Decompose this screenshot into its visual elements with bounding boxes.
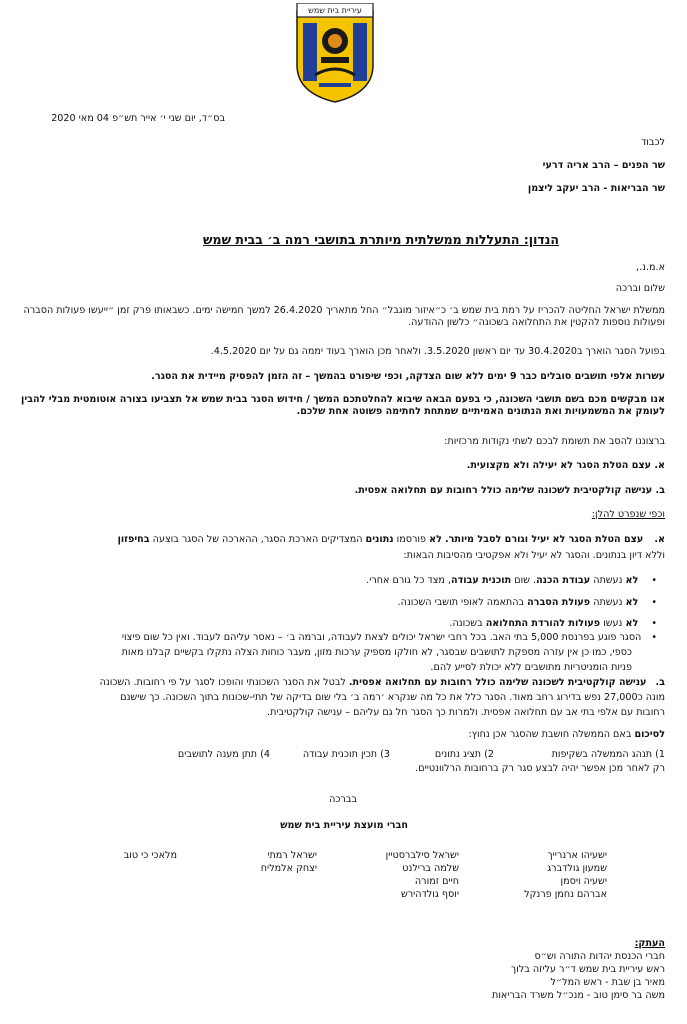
cc-line: ראש עיריית בית שמש ד״ר עליזה בלוך: [511, 963, 665, 975]
cc-label: העתק:: [634, 938, 665, 949]
recipient-2: שר הבריאות - הרב יעקב ליצמן: [527, 183, 665, 194]
signer: שלמה ברילנט: [402, 862, 459, 874]
bullet-4: • הסגר פוגע בפרנסת 5,000 בתי האב. בכל רחבי ישראל יכולים לצאת לעבודה, וברמה ב׳ – נאסר עליהם לעבוד. ואין כל שום פיצוי: [12, 632, 657, 644]
city-emblem-logo: [295, 3, 375, 103]
section-a-line-1: [10, 534, 665, 546]
section-a-text-2: המצדיקים הארכת הסגר, ההארכה של הסגר בוצעה: [152, 534, 363, 545]
signer: ישעיהו ארנרייך: [547, 850, 607, 861]
salutation-1: א.מ.נ.,: [636, 262, 665, 273]
section-a-lead: עצם הטלת הסגר לא יעיל וגורם לסבל מיותר.: [444, 534, 644, 545]
bullet-4-line-3: פניות הומניטריות מתושבים ללא יכולת לסייע להם.: [430, 662, 632, 673]
section-b-text-1: לבטל את הסגר השכונתי והופכו לסגר על פי רחובות. השכונה: [99, 677, 346, 688]
summary-item-3: 3) תכין תוכנית עבודה: [302, 749, 390, 760]
signers-col-2: [386, 850, 459, 902]
section-a-text-bold: נתונים: [365, 534, 394, 545]
signers-col-3: [261, 850, 317, 876]
summary-line: [469, 729, 665, 741]
summary-label: לסיכום: [634, 729, 665, 740]
section-b-line-1: [10, 677, 665, 689]
summary-item-4: 4) תתן מענה לתושבים: [177, 749, 270, 760]
section-a-lead-2: לא: [429, 534, 442, 545]
closing: בברכה: [329, 794, 357, 805]
paragraph-1: ממשלת ישראל החליטה להכריז על רמת בית שמש ב׳ כ״איזור מוגבל״ החל מתאריך 26.4.2020 למשך חמישה ימים. כשבאותו פרק זמן ״ייעשו פעולות הסברה ופעולות נוספות להקטין את התחלואה בשכונה״ כלשון ההודעה.: [23, 305, 665, 329]
bullet-1: • לא נעשתה עבודת הכנה. שום תוכנית עבודה, מצד כל גורם אחרי.: [366, 575, 657, 587]
subject-line: הנדון: התעללות ממשלתית מיותרת בתושבי רמה ב׳ בבית שמש: [203, 232, 559, 247]
to-label: לכבוד: [641, 137, 665, 148]
signer: יצחק אלמליח: [260, 862, 317, 874]
signer: ישעיה ויסמן: [560, 875, 607, 887]
section-b-label: ב.: [655, 677, 665, 688]
summary-item-1: 1) תנהג הממשלה בשקיפות: [551, 749, 665, 760]
signer: ישראל סילברסטיין: [385, 850, 459, 861]
signer: מלאכי כי טוב: [123, 850, 177, 861]
key-point-a: א. עצם הטלת הסגר לא יעילה ולא מקצועית.: [466, 460, 665, 471]
summary-text: באם הממשלה חושבת שהסגר אכן נחוץ:: [468, 729, 632, 740]
bullet-3: • לא נעשו פעולות להורדת התחלואה בשכונה.: [449, 618, 657, 630]
cc-line: משה בר סימן טוב - מנכ״ל משרד הבריאות: [492, 989, 665, 1001]
detail-heading: וכפי שנפרט להלן:: [591, 509, 665, 520]
paragraph-5: ברצוננו להסב את תשומת לבכם לשתי נקודות מרכזיות:: [444, 436, 665, 447]
section-a-text: פורסמו: [396, 534, 427, 545]
cc-line: חברי הכנסת יהדות התורה וש״ס: [534, 950, 665, 962]
section-b-bold: ענישה קולקטיבית לשכונה שלימה כולל רחובות עם תחלואה אפסית.: [348, 677, 647, 688]
section-b-line-2: מונה כ27,000 נפש בדירוג רחב מאוד. הסגר כלל את כל מה שנקרא ׳רמה ב׳ בלי שום בדיקה של תתי-שכונות בתוך השכונה. כך שישנם: [120, 692, 665, 703]
cc-line: מאיר בן שבת - ראש המל״ל: [550, 976, 665, 988]
date-line: בס״ד, יום שני י׳ אייר תש״פ 04 מאי 2020: [51, 113, 225, 124]
paragraph-3: עשרות אלפי תושבים סובלים כבר 9 ימים ללא שום הצדקה, וכפי שיפורט בהמשך – זה הזמן להפסיק מיידית את הסגר.: [151, 371, 665, 382]
cc-block: [492, 938, 665, 1003]
bullet-4-line-2: כספי, כמו כן אין עזרה מספקת לתושבים שבסגר, לא חולקו מספיק ערכות מזון, מעבר כוחות הצלה נתקלו בקשיים קבלנו מאות: [121, 647, 632, 658]
key-point-b: ב. ענישה קולקטיבית לשכונה שלימה כולל רחובות עם תחלואה אפסית.: [354, 485, 665, 496]
signer: שמעון גולדברג: [547, 862, 607, 874]
section-b-line-3: רחובות עם אלפי בתי אב עם תחלואה אפסית. ולמרות כך הסגר חל גם עליהם – ענישה קולקטיבית.: [267, 707, 665, 718]
salutation-2: שלום וברכה: [615, 283, 665, 294]
paragraph-2: בפועל הסגר הוארך ב30.4.2020 עד יום ראשון 3.5.2020. ולאחר מכן הוארך בעוד יממה גם על יום 4.5.2020.: [210, 346, 665, 357]
signers-col-1: [524, 850, 607, 902]
signer: יוסף גולדהירש: [400, 888, 459, 900]
section-a-label: א.: [654, 534, 665, 545]
recipient-1: שר הפנים – הרב אריה דרעי: [542, 160, 665, 171]
section-a-line-2: וללא דיון בנתונים. והסגר לא יעיל ולא אפקטיבי מהסיבות הבאות:: [403, 550, 665, 561]
summary-tail: רק לאחר מכן אפשר יהיה לבצע סגר רק ברחובות הרלוונטיים.: [415, 763, 665, 774]
signer: ישראל רמתי: [267, 850, 317, 861]
emblem-banner-text: עיריית בית שמש: [308, 6, 362, 15]
summary-item-2: 2) תציג נתונים: [434, 749, 494, 760]
signer: חיים זמורה: [414, 875, 459, 887]
signers-title: חברי מועצת עיריית בית שמש: [280, 820, 408, 831]
section-a-text-bold-2: בחיפזון: [117, 534, 150, 545]
bullet-2: • לא נעשתה פעולת הסברה בהתאמה לאופי תושבי השכונה.: [398, 597, 657, 609]
signer: אברהם נחמן פרנקל: [524, 888, 607, 900]
paragraph-4: אנו מבקשים מכם בשם תושבי השכונה, כי בפעם הבאה שיבוא להחלטתכם המשך / חידוש הסגר בבית שמש אל תצביעו בצורה אוטומטית מבלי להבין לעומק את המשמעויות ואת הנתונים האמיתיים שמתחת לחתימה פשוטה אחת שלכם.: [21, 394, 665, 418]
signers-col-4: [124, 850, 177, 863]
